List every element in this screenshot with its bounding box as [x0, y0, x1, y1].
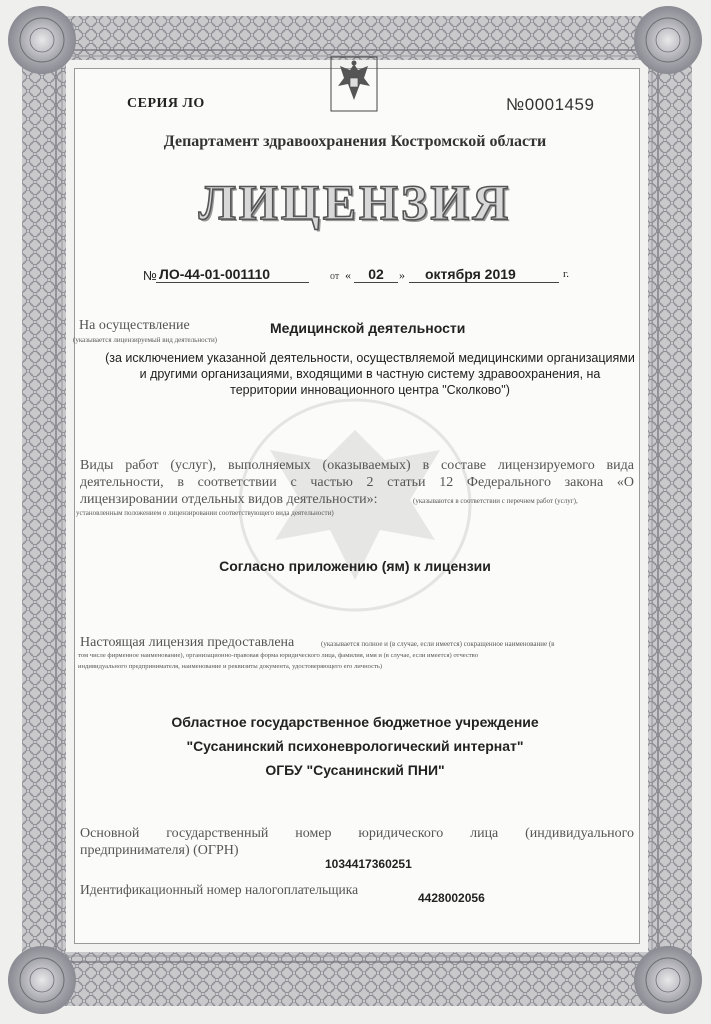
inn-label: Идентификационный номер налогоплательщика	[80, 882, 359, 897]
inn-value: 4428002056	[418, 891, 485, 905]
works-line-2: деятельности, в соответствии с частью 2 статьи 12 Федерального закона «О	[80, 475, 634, 490]
exception-line-3: территории инновационного центра "Сколково")	[230, 383, 510, 397]
works-value: Согласно приложению (ям) к лицензии	[219, 558, 491, 574]
license-month-year: октября 2019	[409, 266, 559, 283]
works-line-1: Виды работ (услуг), выполняемых (оказываемых) в составе лицензируемого вида	[80, 458, 634, 473]
exception-line-1: (за исключением указанной деятельности, осуществляемой медицинскими организациями	[105, 351, 635, 365]
from-label: от	[330, 271, 340, 282]
quote-open: «	[345, 268, 351, 282]
works-hint-line: установленным положением о лицензировании соответствующего вида деятельности)	[76, 509, 334, 517]
org-full-name-line-2: "Сусанинский психоневрологический интернат"	[186, 738, 524, 754]
series-label: СЕРИЯ ЛО	[127, 96, 205, 111]
ogrn-value: 1034417360251	[325, 857, 412, 871]
document-title: ЛИЦЕНЗИЯ	[198, 174, 512, 230]
granted-hint-2: том числе фирменное наименование), организационно-правовая форма юридического лица, фамилия, имя и (в случае, если имеется) отчество	[78, 652, 479, 659]
license-number: ЛО-44-01-001110	[156, 266, 309, 283]
license-form-number: №0001459	[506, 95, 595, 114]
exception-line-2: и другими организациями, входящими в частную систему здравоохранения, на	[139, 367, 601, 381]
activity-label: На осуществление	[79, 318, 190, 333]
license-number-prefix: №	[143, 268, 157, 283]
granted-hint-3: индивидуального предпринимателя, наименование и реквизиты документа, удостоверяющего его личность)	[78, 663, 383, 670]
granted-hint-1: (указывается полное и (в случае, если имеется) сокращенное наименование (в	[321, 640, 555, 648]
ogrn-label-line-2: предпринимателя) (ОГРН)	[80, 843, 239, 858]
org-full-name-line-1: Областное государственное бюджетное учреждение	[171, 714, 539, 730]
year-suffix: г.	[563, 268, 570, 280]
works-hint-inline: (указываются в соответствии с перечнем работ (услуг),	[413, 497, 578, 505]
org-short-name: ОГБУ "Сусанинский ПНИ"	[265, 762, 445, 778]
quote-close: »	[399, 268, 405, 282]
activity-exception	[96, 350, 644, 398]
activity-value: Медицинской деятельности	[270, 320, 466, 336]
works-line-3: лицензировании отдельных видов деятельности»:	[80, 492, 378, 507]
activity-hint: (указывается лицензируемый вид деятельности)	[73, 336, 218, 344]
license-day: 02	[354, 266, 398, 283]
coat-of-arms-icon	[330, 56, 378, 112]
department-title: Департамент здравоохранения Костромской области	[163, 133, 547, 150]
granted-label: Настоящая лицензия предоставлена	[80, 635, 295, 650]
ogrn-label-line-1: Основной государственный номер юридического лица (индивидуального	[80, 826, 634, 841]
